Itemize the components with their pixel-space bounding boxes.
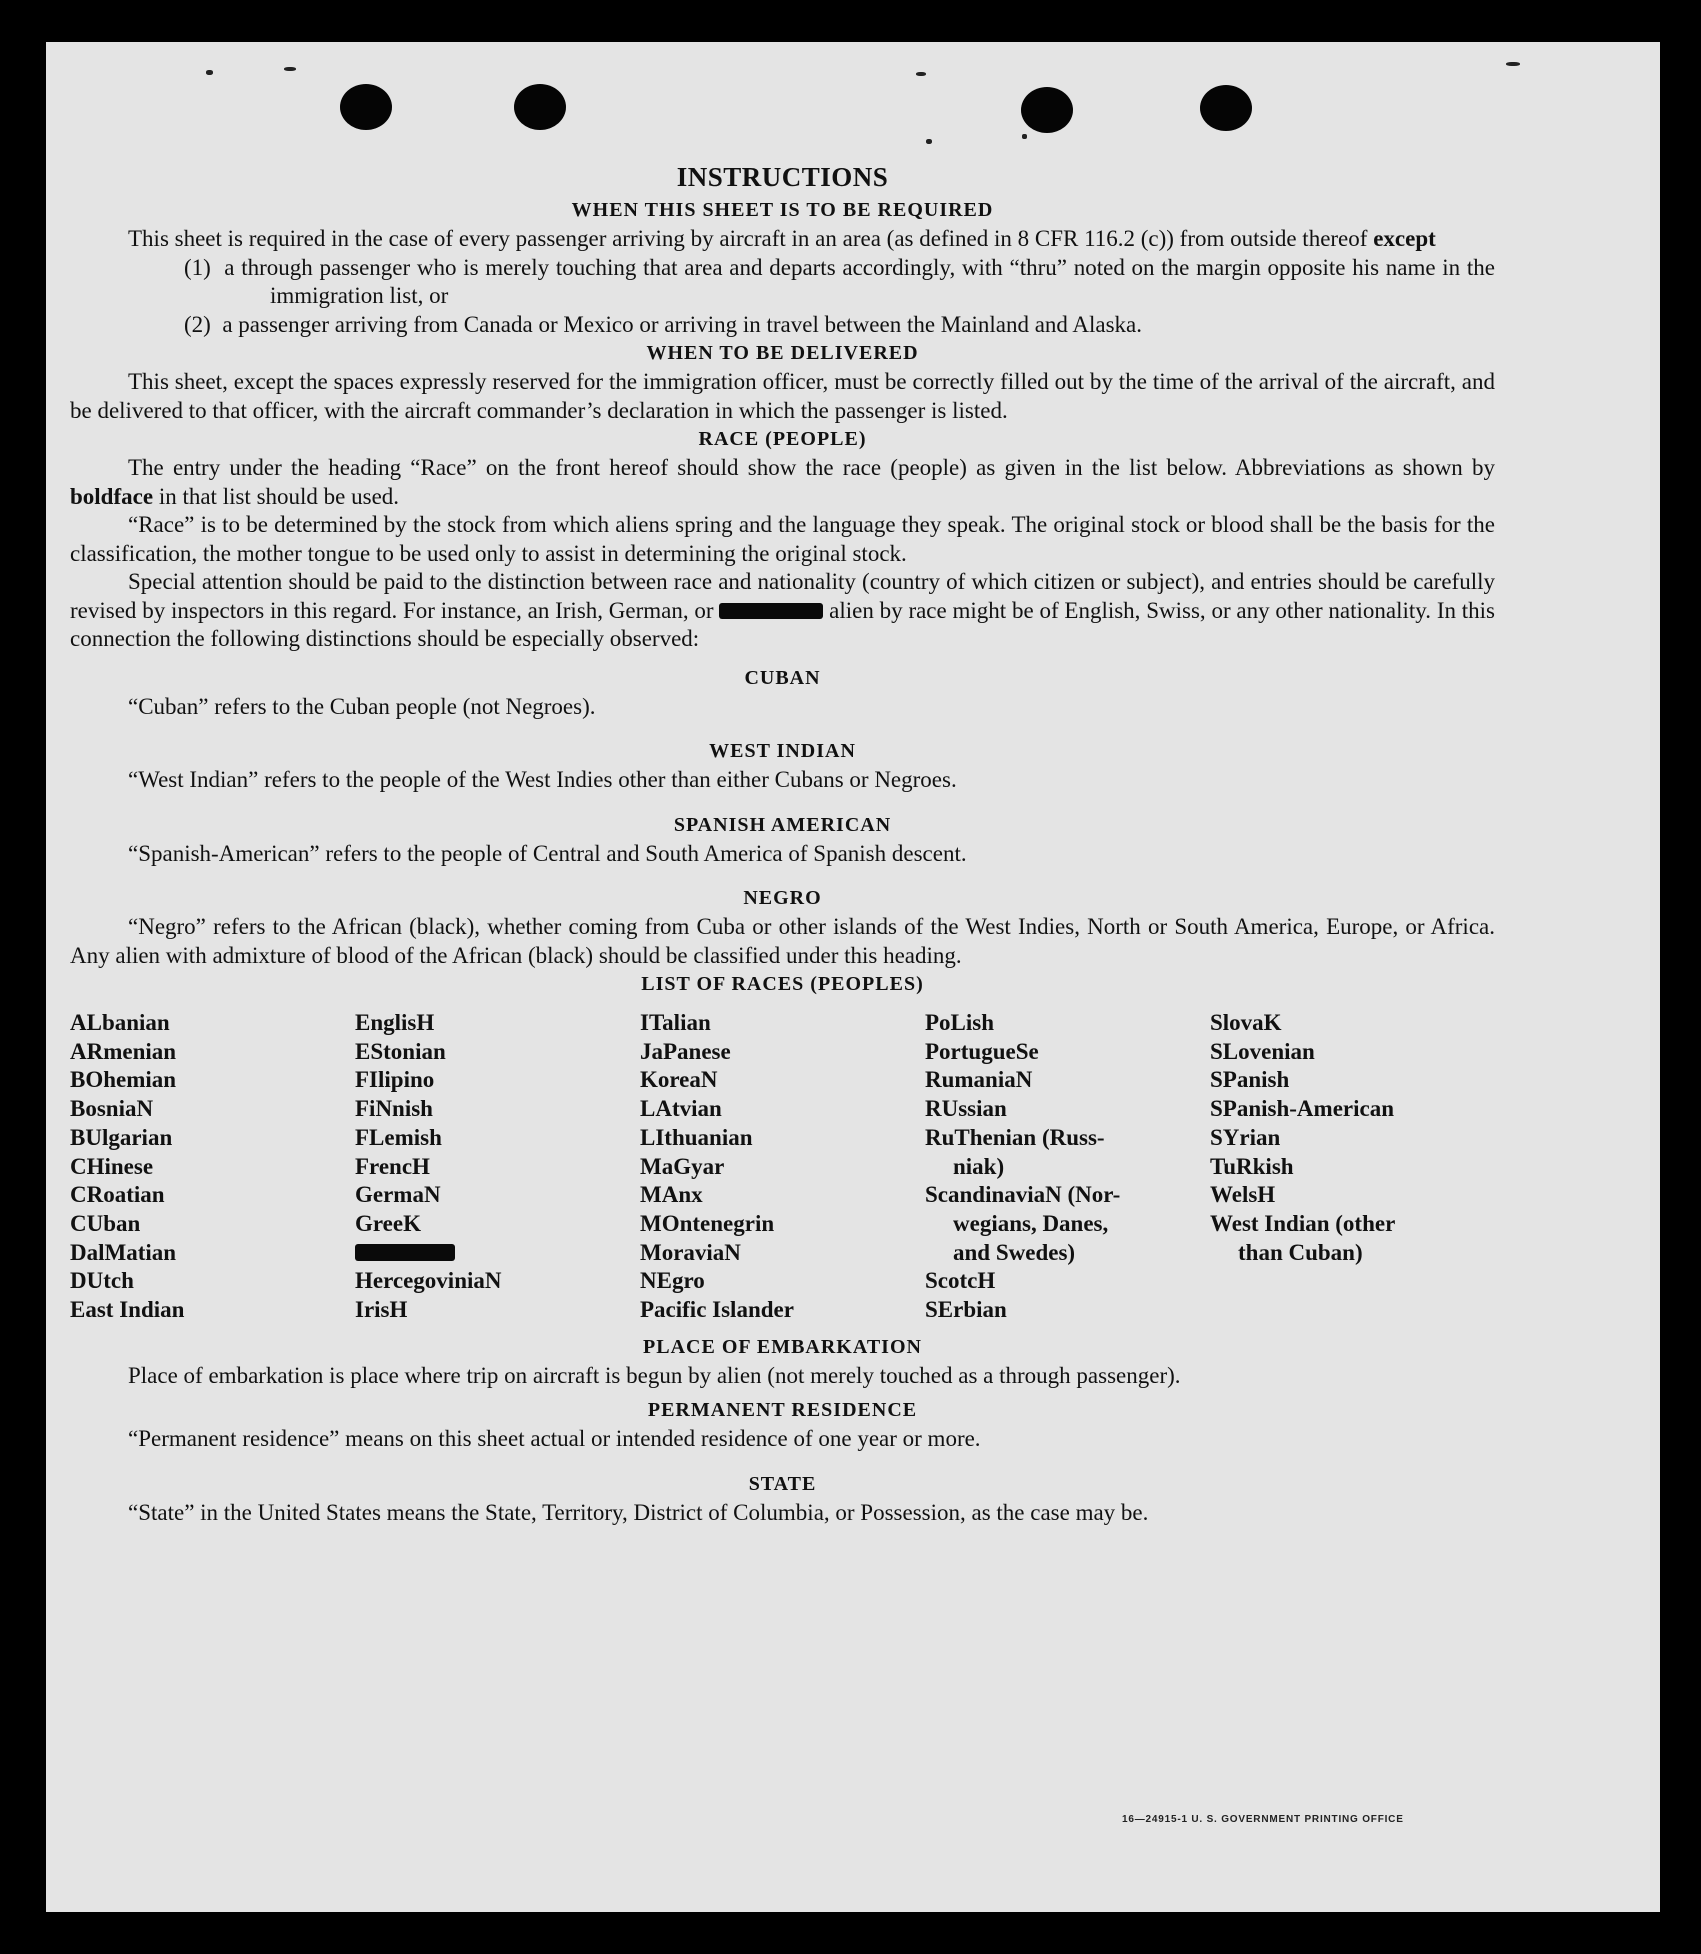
scan-speck: [1022, 134, 1027, 139]
exception-item-1: (1) a through passenger who is merely touching that area and departs accordingly, with “thru” noted on the margin opposite his name in the immigration list, or: [184, 254, 1496, 308]
race-entry: IrisH: [355, 1297, 408, 1323]
race-entry: ITalian: [640, 1010, 711, 1035]
race-entry: BOhemian: [70, 1067, 177, 1093]
race-entry: LIthuanian: [640, 1124, 753, 1150]
cuban-text: “Cuban” refers to the Cuban people (not Negroes).: [128, 693, 596, 719]
redaction-mark: [355, 1244, 455, 1261]
race-entry: RuThenian (Russ-: [925, 1124, 1105, 1150]
race-entry: SlovaK: [1210, 1010, 1282, 1035]
heading-race: RACE (PEOPLE): [698, 428, 867, 450]
race-entry: FLemish: [355, 1124, 442, 1150]
race-entry: ScandinaviaN (Nor-: [925, 1182, 1121, 1208]
race-entry: ScotcH: [925, 1268, 996, 1294]
heading-permanent-residence: PERMANENT RESIDENCE: [647, 1399, 918, 1422]
race-entry-continued: than Cuban): [1238, 1239, 1363, 1265]
negro-text: “Negro” refers to the African (black), whether coming from Cuba or other islands of the West Indies, North or South America, Europe, or Africa. Any alien with admixture of blood of the African (black) should be classified under this heading.: [70, 914, 1495, 968]
printer-imprint: 16—24915-1 U. S. GOVERNMENT PRINTING OFFICE: [1122, 1814, 1404, 1825]
race-entry: MOntenegrin: [640, 1210, 775, 1236]
when-required-intro: This sheet is required in the case of every passenger arriving by aircraft in an area (as defined in 8 CFR 116.2 (c)) from outside thereof except: [128, 226, 1436, 251]
race-entry: KoreaN: [640, 1067, 718, 1093]
race-entry: SYrian: [1210, 1124, 1281, 1150]
race-entry: BosniaN: [70, 1096, 154, 1122]
scan-speck: [284, 67, 296, 71]
races-column-1: [70, 1009, 355, 1325]
heading-spanish-american: SPANISH AMERICAN: [673, 813, 892, 836]
spanish-american-text: “Spanish-American” refers to the people of Central and South America of Spanish descent.: [128, 840, 967, 866]
page-title: INSTRUCTIONS: [676, 162, 889, 192]
instructions-content: [70, 158, 1495, 1527]
race-entry: DalMatian: [70, 1239, 177, 1265]
races-column-5: [1210, 1009, 1495, 1325]
race-entry: NEgro: [640, 1268, 705, 1294]
race-entry: ARmenian: [70, 1038, 177, 1064]
heading-embarkation: PLACE OF EMBARKATION: [643, 1335, 922, 1358]
race-entry: GreeK: [355, 1210, 421, 1236]
heading-list-of-races: LIST OF RACES (PEOPLES): [641, 973, 924, 995]
punch-hole: [340, 84, 392, 130]
scan-speck: [926, 139, 932, 144]
heading-when-delivered: WHEN TO BE DELIVERED: [646, 342, 919, 364]
race-entry: MoraviaN: [640, 1239, 741, 1265]
scan-speck: [206, 70, 213, 75]
race-entry: CRoatian: [70, 1182, 165, 1208]
race-entry: ALbanian: [70, 1010, 170, 1035]
race-entry: SPanish: [1210, 1067, 1290, 1093]
races-column-3: [640, 1009, 925, 1325]
race-entry: MAnx: [640, 1182, 703, 1208]
race-entry: East Indian: [70, 1297, 185, 1323]
state-text: “State” in the United States means the State, Territory, District of Columbia, or Possession, as the case may be.: [128, 1499, 1149, 1525]
race-entry: TuRkish: [1210, 1153, 1294, 1179]
race-entry-redacted: [355, 1239, 640, 1268]
race-entry: BUlgarian: [70, 1124, 173, 1150]
race-entry: FiNnish: [355, 1096, 433, 1122]
race-entry: SLovenian: [1210, 1038, 1315, 1064]
document-page: [46, 42, 1660, 1912]
race-entry: DUtch: [70, 1268, 134, 1294]
residence-text: “Permanent residence” means on this sheet actual or intended residence of one year or more.: [128, 1426, 981, 1452]
race-entry: JaPanese: [640, 1038, 731, 1064]
race-entry-continued: wegians, Danes,: [953, 1210, 1109, 1236]
races-list: [70, 1009, 1495, 1325]
exception-item-2: (2) a passenger arriving from Canada or Mexico or arriving in travel between the Mainland and Alaska.: [184, 311, 1143, 337]
punch-hole: [514, 84, 566, 130]
race-entry: West Indian (other: [1210, 1210, 1396, 1236]
race-entry: HercegoviniaN: [355, 1268, 502, 1294]
race-entry: PoLish: [925, 1010, 995, 1035]
scan-speck: [916, 72, 926, 76]
race-entry: EnglisH: [355, 1010, 435, 1035]
race-paragraph-2: “Race” is to be determined by the stock from which aliens spring and the language they speak. The original stock or blood shall be the basis for the classification, the mother tongue to be used only to assist in determining the original stock.: [70, 512, 1495, 566]
race-entry: SErbian: [925, 1297, 1007, 1323]
race-entry: MaGyar: [640, 1153, 725, 1179]
race-entry-continued: niak): [953, 1153, 1005, 1179]
race-paragraph-1: The entry under the heading “Race” on the front hereof should show the race (people) as given in the list below. Abbreviations as shown by boldface in that list should be used.: [70, 455, 1495, 509]
race-entry: GermaN: [355, 1182, 441, 1208]
when-delivered-text: This sheet, except the spaces expressly reserved for the immigration officer, must be correctly filled out by the time of the arrival of the aircraft, and be delivered to that officer, with the aircraft commander’s declaration in which the passenger is listed.: [70, 369, 1495, 423]
race-entry: LAtvian: [640, 1096, 722, 1122]
race-entry: CHinese: [70, 1153, 154, 1179]
race-entry: SPanish-American: [1210, 1096, 1394, 1122]
heading-negro: NEGRO: [743, 887, 822, 909]
race-entry: RUssian: [925, 1096, 1007, 1122]
punch-hole: [1200, 85, 1252, 131]
race-entry: RumaniaN: [925, 1067, 1033, 1093]
race-entry: EStonian: [355, 1038, 446, 1064]
heading-state: STATE: [748, 1472, 817, 1495]
race-entry-continued: and Swedes): [953, 1239, 1076, 1265]
race-entry: WelsH: [1210, 1182, 1276, 1208]
races-column-4: [925, 1009, 1210, 1325]
race-entry: FIlipino: [355, 1067, 435, 1093]
race-entry: FrencH: [355, 1153, 430, 1179]
race-entry: PortugueSe: [925, 1038, 1039, 1064]
race-entry: Pacific Islander: [640, 1297, 794, 1323]
embarkation-text: Place of embarkation is place where trip on aircraft is begun by alien (not merely touched as a through passenger).: [128, 1362, 1181, 1388]
heading-west-indian: WEST INDIAN: [709, 740, 856, 762]
race-paragraph-3: Special attention should be paid to the distinction between race and nationality (country of which citizen or subject), and entries should be carefully revised by inspectors in this regard. For instance, an Irish, German, or alien by race might be of English, Swiss, or any other nationality. In this connection the following distinctions should be especially observed:: [70, 569, 1496, 651]
race-entry: CUban: [70, 1210, 141, 1236]
races-column-2: [355, 1009, 640, 1325]
heading-cuban: CUBAN: [744, 666, 821, 689]
redaction-mark: [719, 603, 823, 619]
west-indian-text: “West Indian” refers to the people of the West Indies other than either Cubans or Negroes.: [128, 767, 957, 792]
punch-hole: [1021, 87, 1073, 133]
scan-speck: [1506, 62, 1520, 66]
heading-when-required: WHEN THIS SHEET IS TO BE REQUIRED: [571, 199, 994, 221]
